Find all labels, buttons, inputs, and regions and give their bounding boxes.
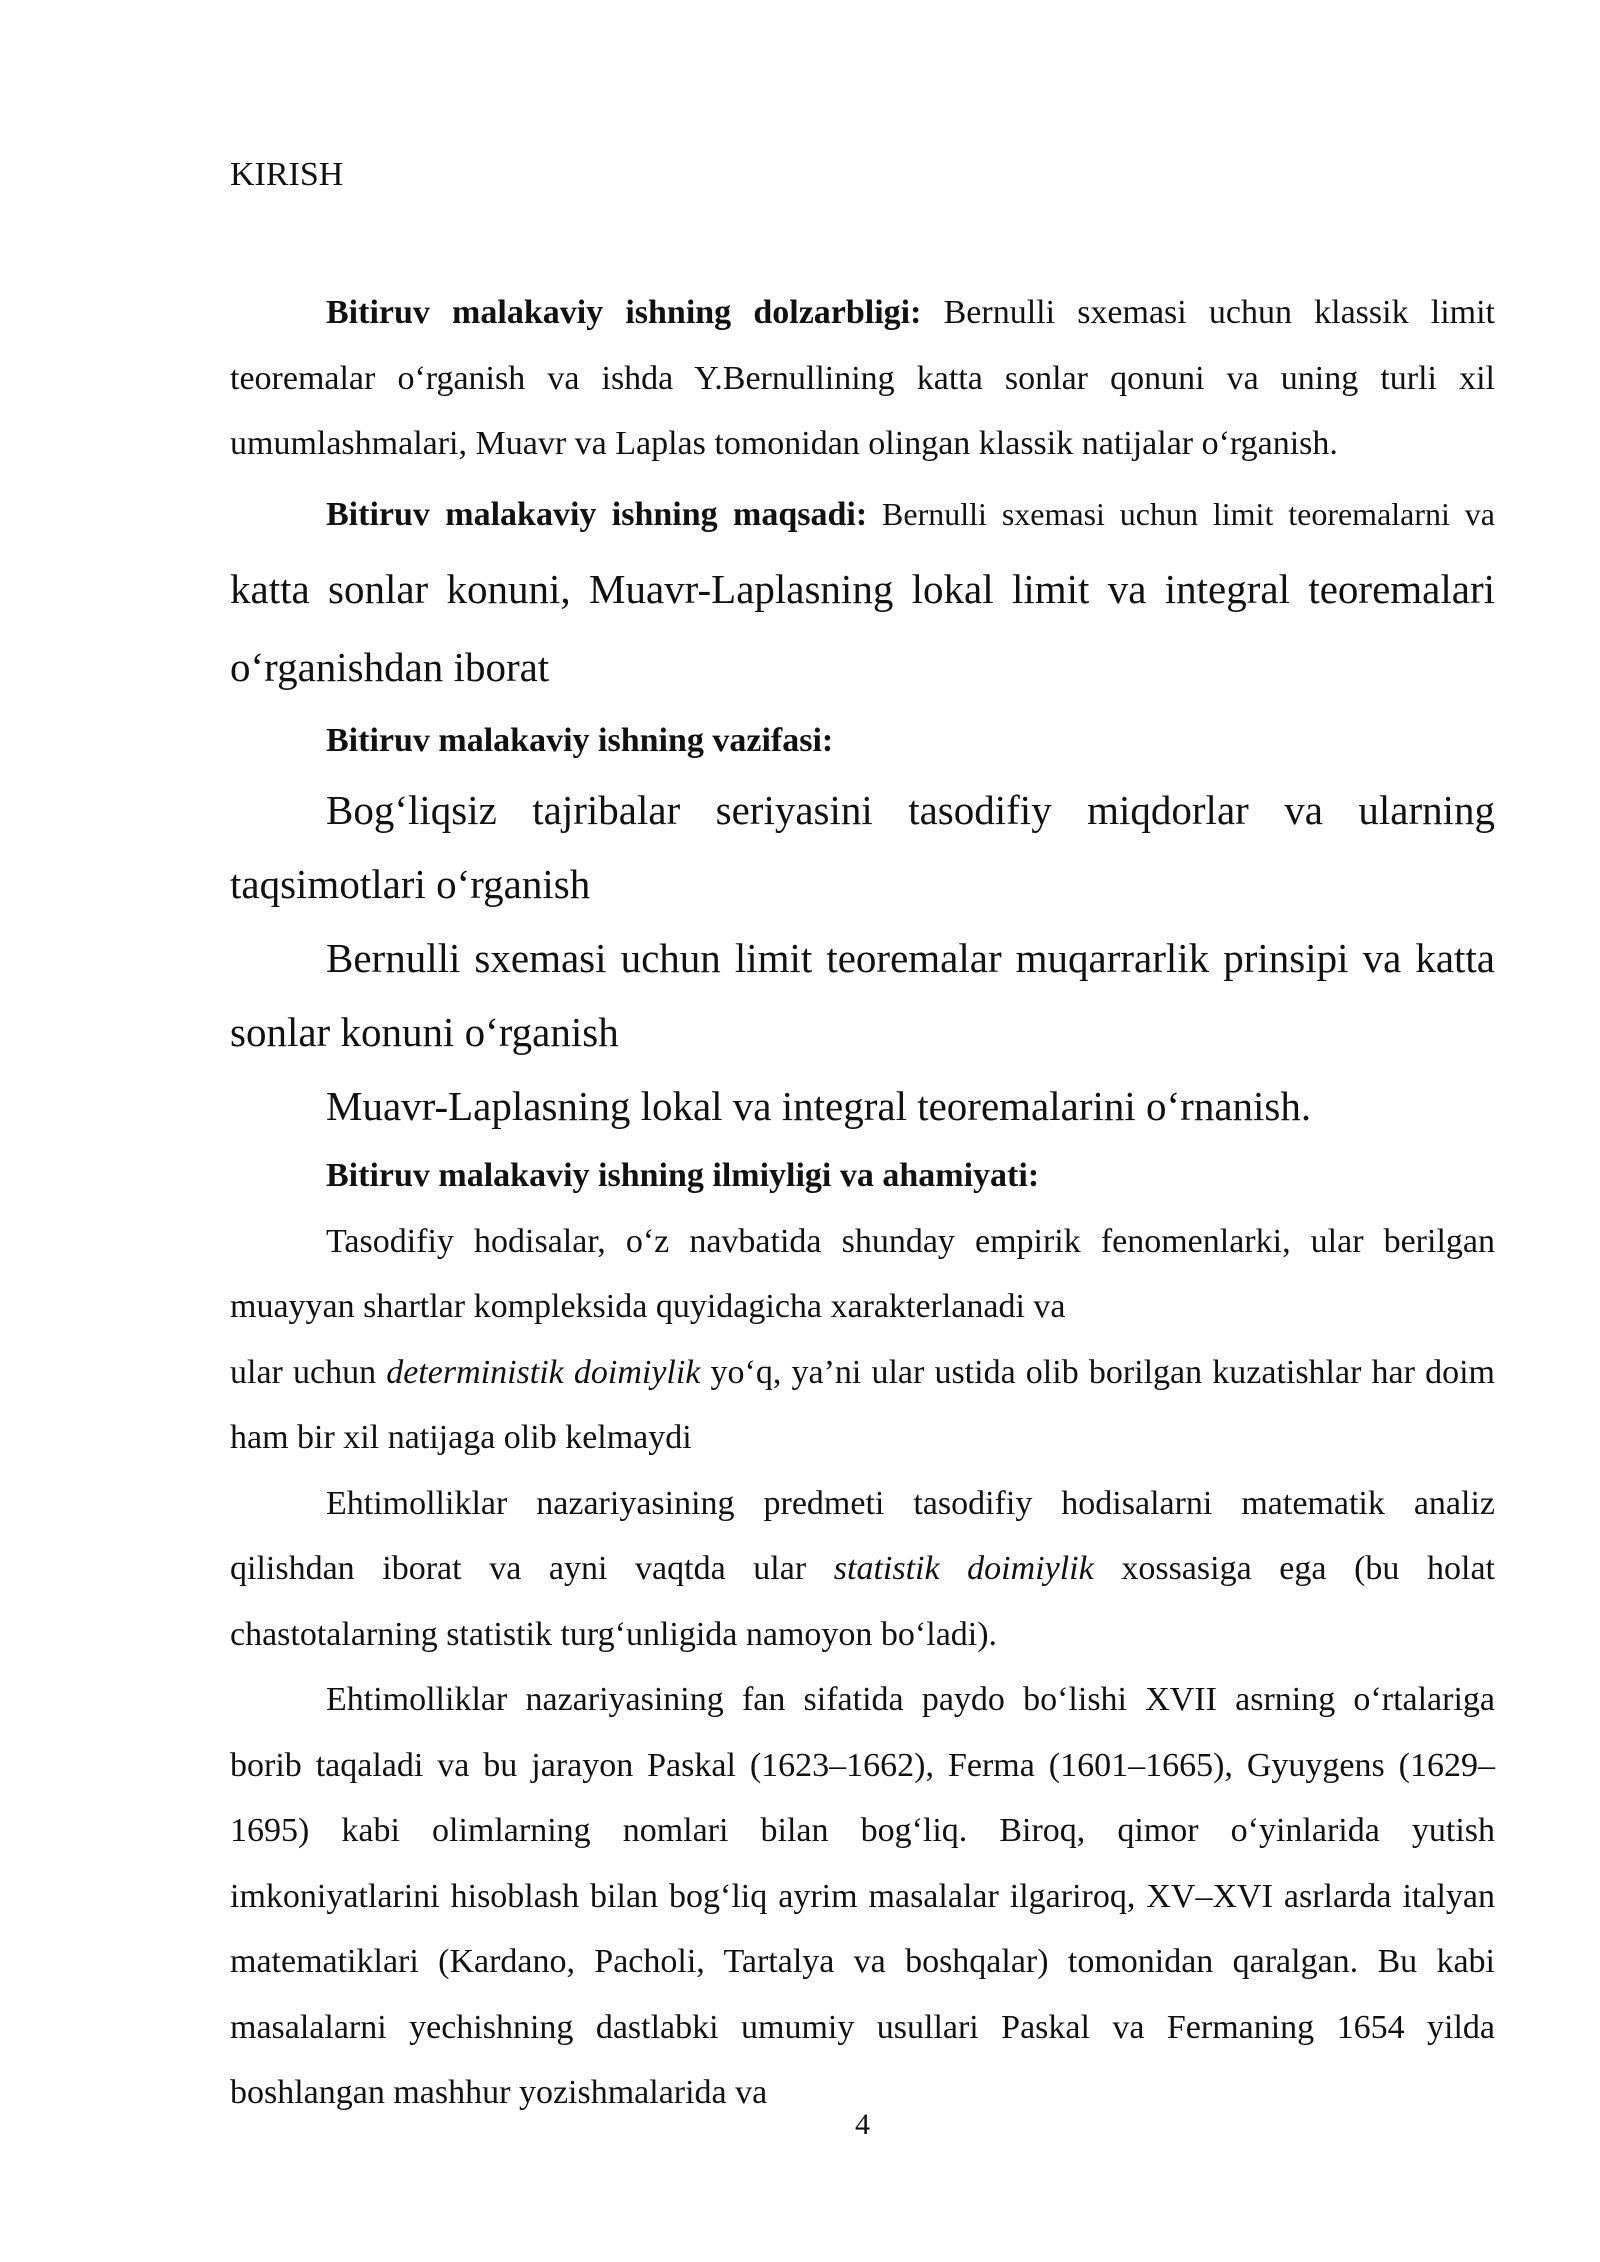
paragraph-significance-heading bbox=[230, 1143, 1495, 1209]
paragraph-relevance bbox=[230, 280, 1495, 477]
task-item-2: Bernulli sxemasi uchun limit teoremalar muqarrarlik prinsipi va katta sonlar konuni o‘rganish bbox=[230, 935, 1495, 1055]
paragraph-probability-subject bbox=[230, 1471, 1495, 1668]
probability-subject-text-b: xossasiga ega (bu holat chastotalarning statistik turg‘unligida namoyon bo‘ladi). bbox=[230, 1550, 1495, 1653]
task-item-1: Bog‘liqsiz tajribalar seriyasini tasodifiy miqdorlar va ularning taqsimotlari o‘rganish bbox=[230, 787, 1495, 907]
document-page bbox=[230, 0, 1495, 2262]
paragraph-random-events bbox=[230, 1209, 1495, 1340]
random-events-text-a: Tasodifiy hodisalar, o‘z navbatida shunday empirik fenomenlarki, ular berilgan muayyan shartlar kompleksida quyidagicha xarakterlanadi va bbox=[230, 1222, 1495, 1325]
paragraph-history: Ehtimolliklar nazariyasining fan sifatida paydo bo‘lishi XVII asrning o‘rtalariga borib taqaladi va bu jarayon Paskal (1623–1662), Ferma (1601–1665), Gyuygens (1629–1695) kabi olimlarning nomlari bilan bog‘liq. Biroq, qimor o‘yinlarida yutish imkoniyatlarini hisoblash bilan bog‘liq ayrim masalalar ilgariroq, XV–XVI asrlarda italyan matematiklari (Kardano, Pacholi, Tartalya va boshqalar) tomonidan qaralgan. Bu kabi masalalarni yechishning dastlabki umumiy usullari Paskal va Fermaning 1654 yilda boshlangan mashhur yozishmalarida va bbox=[230, 1681, 1495, 2111]
random-events-text-b: ular uchun bbox=[230, 1353, 387, 1391]
probability-subject-italic: statistik doimiylik bbox=[833, 1550, 1094, 1587]
purpose-text-large: katta sonlar konuni, Muavr-Laplasning lokal limit va integral teoremalari o‘rganishdan iborat bbox=[230, 565, 1495, 690]
relevance-label: Bitiruv malakaviy ishning dolzarbligi: bbox=[326, 294, 922, 331]
tasks-label: Bitiruv malakaviy ishning vazifasi: bbox=[326, 721, 834, 759]
document-body bbox=[230, 280, 1495, 2126]
paragraph-purpose bbox=[230, 477, 1495, 708]
section-heading: KIRISH bbox=[230, 156, 344, 193]
relevance-text: Bernulli sxemasi uchun klassik limit teoremalar o‘rganish va ishda Y.Bernullining katta sonlar qonuni va uning turli xil umumlashmalari, Muavr va Laplas tomonidan olingan klassik natijalar o‘rganish. bbox=[230, 294, 1495, 462]
random-events-text-c: yo‘q, ya’ni ular ustida olib borilgan kuzatishlar har doim ham bir xil natijaga olib kelmaydi bbox=[230, 1353, 1495, 1456]
task-item-3: Muavr-Laplasning lokal va integral teoremalarini o‘rnanish. bbox=[326, 1083, 1312, 1129]
significance-label: Bitiruv malakaviy ishning ilmiyligi va ahamiyati: bbox=[326, 1157, 1040, 1194]
probability-subject-text-a: Ehtimolliklar nazariyasining predmeti tasodifiy hodisalarni matematik analiz qilishdan iborat va ayni vaqtda ular bbox=[230, 1484, 1495, 1587]
random-events-italic: deterministik doimiylik bbox=[386, 1353, 701, 1391]
paragraph-random-events-cont bbox=[230, 1340, 1495, 1471]
purpose-label: Bitiruv malakaviy ishning maqsadi: bbox=[326, 495, 868, 533]
page-number: 4 bbox=[855, 2108, 870, 2141]
purpose-text-small: Bernulli sxemasi uchun limit teoremalarni va bbox=[867, 495, 1495, 532]
paragraph-tasks-heading bbox=[230, 708, 1495, 774]
